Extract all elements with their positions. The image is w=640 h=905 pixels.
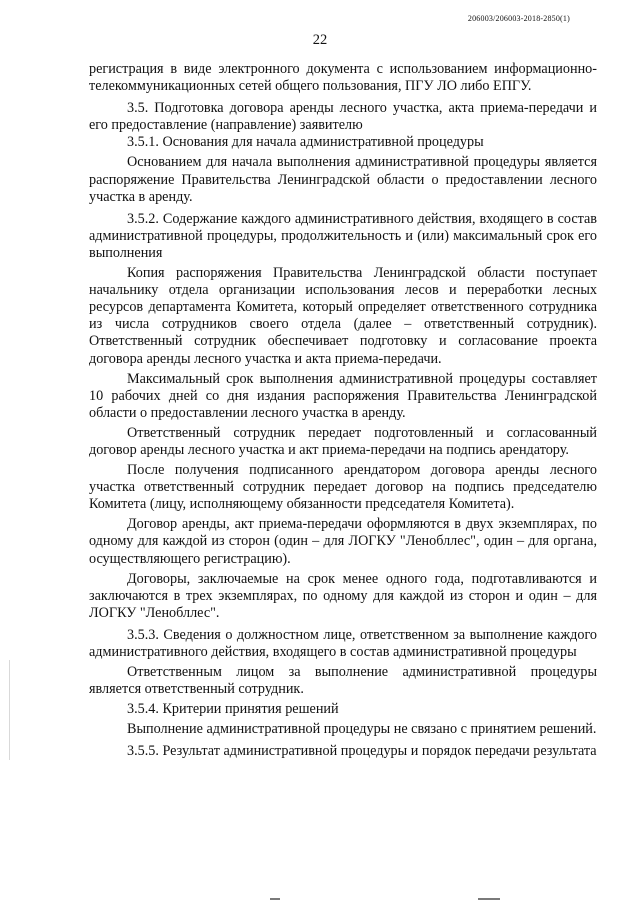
paragraph: Ответственный сотрудник передает подготовленный и согласованный договор аренды лесного участка и акт приема-передачи на подпись арендатору. — [89, 424, 597, 458]
document-body — [89, 61, 597, 761]
subsection-heading: 3.5.4. Критерии принятия решений — [127, 701, 339, 718]
subsection-heading: 3.5.1. Основания для начала административной процедуры — [127, 134, 484, 151]
scan-bottom-marks — [0, 898, 640, 902]
paragraph: Основанием для начала выполнения административной процедуры является распоряжение Правительства Ленинградской области о предоставлении лесного участка в аренду. — [89, 154, 597, 205]
scan-edge-line — [9, 660, 10, 760]
scan-mark — [478, 898, 500, 900]
paragraph: Ответственным лицом за выполнение административной процедуры является ответственный сотрудник. — [89, 664, 597, 698]
paragraph: Договор аренды, акт приема-передачи оформляются в двух экземплярах, по одному для каждой из сторон (один – для ЛОГКУ "Ленобллес", один – для органа, осуществляющего регистрацию). — [89, 516, 597, 567]
paragraph: регистрация в виде электронного документа с использованием информационно-телекоммуникационных сетей общего пользования, ПГУ ЛО либо ЕПГУ. — [89, 61, 597, 95]
page-number: 22 — [312, 32, 328, 48]
paragraph: Максимальный срок выполнения административной процедуры составляет 10 рабочих дней со дня издания распоряжения Правительства Ленинградской области о предоставлении лесного участка в аренду. — [89, 370, 597, 421]
scan-mark — [270, 898, 280, 900]
paragraph: Договоры, заключаемые на срок менее одного года, подготавливаются и заключаются в трех экземплярах, по одному для каждой из сторон и один – для ЛОГКУ "Ленобллес". — [89, 570, 597, 621]
paragraph: После получения подписанного арендатором договора аренды лесного участка ответственный сотрудник передает договор на подпись председателю Комитета (лицу, исполняющему обязанности председателя Комитета). — [89, 462, 597, 513]
paragraph: Копия распоряжения Правительства Ленинградской области поступает начальнику отдела организации использования лесов и переработки лесных ресурсов департамента Комитета, который определяет ответственного сотрудника из числа сотрудников своего отдела (далее – ответственный сотрудник). Ответственный сотрудник обеспечивает подготовку и согласование проекта договора аренды лесного участка и акта приема-передачи. — [89, 265, 597, 367]
section-heading: 3.5. Подготовка договора аренды лесного участка, акта приема-передачи и его предоставление (направление) заявителю — [89, 100, 597, 134]
subsection-heading: 3.5.5. Результат административной процедуры и порядок передачи результата — [127, 743, 597, 760]
document-code: 206003/206003-2018-2850(1) — [467, 14, 570, 23]
subsection-heading: 3.5.2. Содержание каждого административного действия, входящего в состав административной процедуры, продолжительность и (или) максимальный срок его выполнения — [89, 210, 597, 261]
paragraph: Выполнение административной процедуры не связано с принятием решений. — [127, 721, 597, 738]
subsection-heading: 3.5.3. Сведения о должностном лице, ответственном за выполнение каждого административного действия, входящего в состав административной процедуры — [89, 626, 597, 660]
